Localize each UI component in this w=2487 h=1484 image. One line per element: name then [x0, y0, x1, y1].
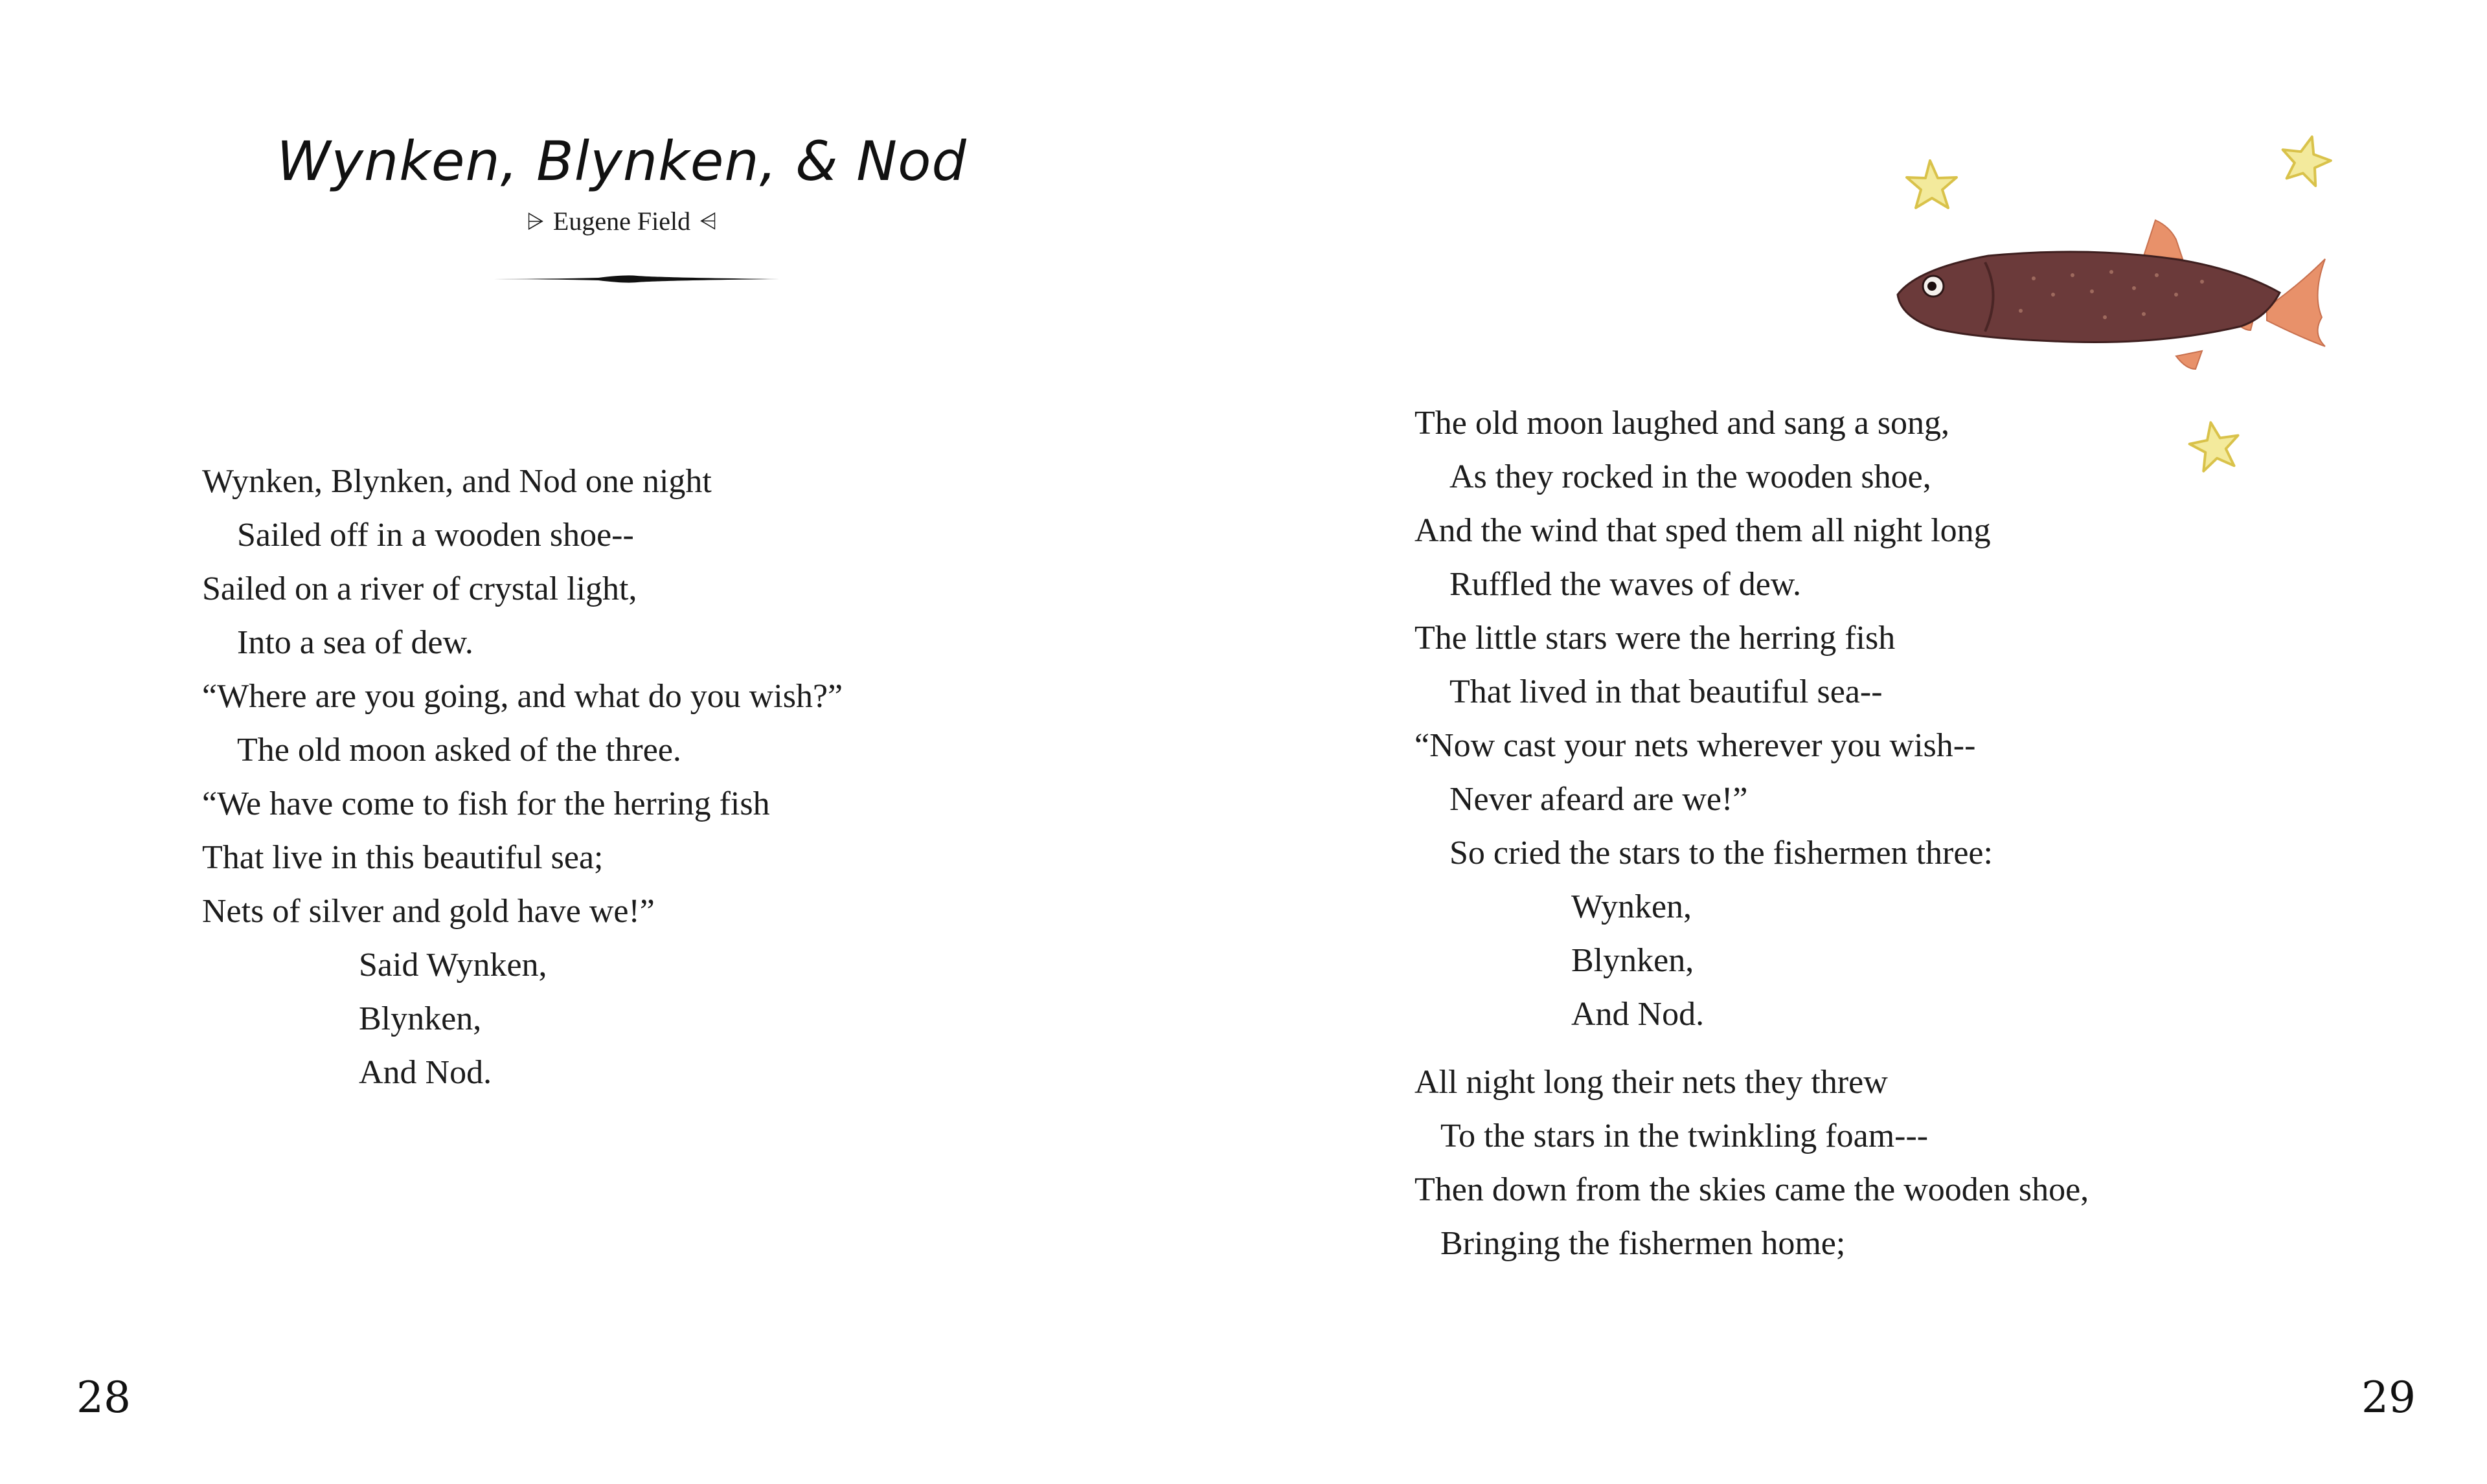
star-icon: [2277, 131, 2335, 188]
poem-stanza-left: [202, 455, 843, 1099]
fish-body-icon: [1898, 252, 2280, 343]
poem-line: As they rocked in the wooden shoe,: [1449, 458, 1931, 495]
poem-line: “Now cast your nets wherever you wish--: [1414, 727, 1976, 764]
poem-title: Wynken, Blynken, & Nod: [277, 129, 967, 193]
poem-stanza-right-a: [1414, 396, 1993, 1041]
poem-line: “We have come to fish for the herring fish: [202, 785, 770, 822]
poem-line: Bringing the fishermen home;: [1440, 1225, 1846, 1262]
poem-line: So cried the stars to the fishermen three:: [1449, 835, 1993, 871]
star-icon: [2186, 418, 2243, 473]
poem-line: The little stars were the herring fish: [1414, 620, 1896, 657]
ornament-left-icon: ⩥: [526, 208, 544, 234]
poem-line: That lived in that beautiful sea--: [1449, 673, 1883, 710]
poem-line: Then down from the skies came the wooden shoe,: [1414, 1171, 2089, 1208]
ornament-right-icon: ⩤: [699, 208, 718, 234]
poem-line: That live in this beautiful sea;: [202, 839, 604, 876]
poem-line: The old moon asked of the three.: [237, 732, 681, 769]
poem-line: Blynken,: [1571, 942, 1694, 979]
poem-line: Nets of silver and gold have we!”: [202, 893, 655, 930]
poem-line: To the stars in the twinkling foam---: [1440, 1118, 1929, 1154]
poem-line: Into a sea of dew.: [237, 624, 473, 661]
poem-stanza-right-b: [1414, 1055, 2089, 1270]
poem-line: Sailed off in a wooden shoe--: [237, 517, 634, 554]
poem-line: Sailed on a river of crystal light,: [202, 570, 637, 607]
poem-line: All night long their nets they threw: [1414, 1064, 1888, 1101]
poem-line: Ruffled the waves of dew.: [1449, 566, 1801, 603]
poem-line: Wynken, Blynken, and Nod one night: [202, 463, 712, 500]
title-divider-icon: [469, 272, 780, 286]
star-icon: [1907, 161, 1957, 208]
poem-line: And Nod.: [1571, 996, 1705, 1033]
poem-line: And Nod.: [359, 1054, 492, 1091]
poem-line: Wynken,: [1571, 888, 1692, 925]
author-name: Eugene Field: [552, 207, 691, 236]
poem-line: Never afeard are we!”: [1449, 781, 1748, 818]
poem-line: The old moon laughed and sang a song,: [1414, 405, 1950, 442]
poem-line: Blynken,: [359, 1000, 482, 1037]
poem-line: “Where are you going, and what do you wish?”: [202, 678, 843, 715]
page-number-left: 28: [76, 1373, 131, 1422]
page-number-right: 29: [2361, 1373, 2416, 1422]
poem-line: Said Wynken,: [359, 947, 547, 984]
poem-line: And the wind that sped them all night long: [1414, 512, 1991, 549]
author-line: [194, 206, 1049, 236]
